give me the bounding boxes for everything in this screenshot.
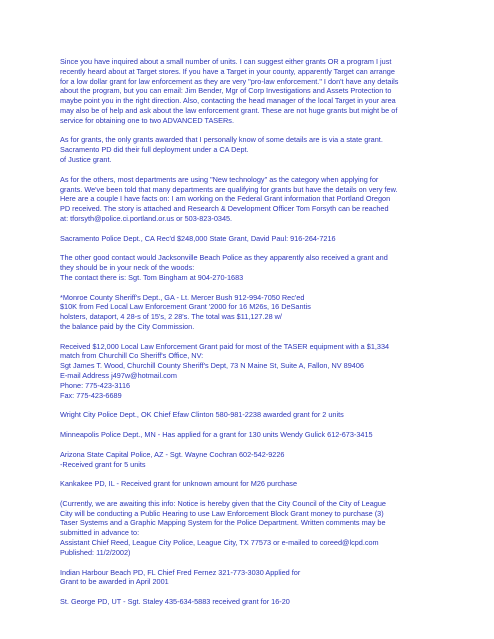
text-line: As for grants, the only grants awarded that I personally know of some details are is via a state grant.: [60, 135, 383, 145]
text-line: (Currently, we are awaiting this info: Notice is hereby given that the City Council of the City of League: [60, 498, 386, 508]
text-line: Sacramento Police Dept., CA Rec'd $248,000 State Grant, David Paul: 916-264-7216: [60, 233, 336, 243]
text-line: Indian Harbour Beach PD, FL Chief Fred Fernez 321-773-3030 Applied for: [60, 567, 301, 577]
paragraph-wright-city: [60, 410, 460, 420]
text-line: Arizona State Capital Police, AZ - Sgt. Wayne Cochran 602-542-9226: [60, 449, 285, 459]
text-line: Phone: 775-423-3116: [60, 380, 131, 390]
text-line: they should be in your neck of the woods:: [60, 263, 195, 273]
text-line: Sgt James T. Wood, Churchill County Sheriff's Dept, 73 N Maine St, Suite A, Fallon, NV 89406: [60, 361, 364, 371]
text-line: -Received grant for 5 units: [60, 459, 146, 469]
text-line: Kankakee PD, IL - Received grant for unknown amount for M26 purchase: [60, 479, 298, 489]
paragraph-monroe-county: [60, 293, 460, 332]
text-line: Published: 11/2/2002): [60, 547, 131, 557]
text-line: $10K from Fed Local Law Enforcement Grant '2000 for 16 M26s, 16 DeSantis: [60, 302, 311, 312]
text-line: at: tforsyth@police.ci.portland.or.us or 503-823-0345.: [60, 213, 233, 223]
text-line: Minneapolis Police Dept., MN - Has applied for a grant for 130 units Wendy Gulick 612-673-3415: [60, 430, 373, 440]
text-line: grants. We've been told that many departments are qualifying for grants but have the details on very few.: [60, 184, 398, 194]
paragraph-state-grant: [60, 135, 460, 164]
text-line: of Justice grant.: [60, 155, 112, 165]
text-line: Since you have inquired about a small number of units. I can suggest either grants OR a program I just: [60, 57, 392, 66]
text-line: holsters, dataport, 4 28-s of 15's, 2 28's. The total was $11,127.28 w/: [60, 312, 282, 322]
paragraph-kankakee: [60, 479, 460, 489]
text-line: Assistant Chief Reed, League City Police, League City, TX 77573 or e-mailed to coreed@lcpd.com: [60, 538, 379, 548]
text-line: recently heard about at Target stores. If you have a Target in your county, apparently Target can arrange: [60, 66, 395, 76]
text-line: service for obtaining one to two ADVANCED TASERs.: [60, 115, 234, 125]
text-line: may also be of help and ask about the law enforcement grant. These are not huge grants but might be of: [60, 105, 398, 115]
text-line: The contact there is: Sgt. Tom Bingham at 904-270-1683: [60, 272, 244, 282]
text-line: Fax: 775-423-6689: [60, 390, 122, 400]
text-line: *Monroe County Sheriff's Dept., GA - Lt. Mercer Bush 912-994-7050 Rec'ed: [60, 292, 305, 302]
text-line: about the program, but you can email: Jim Bender, Mgr of Corp Investigations and Assets Protection to: [60, 86, 392, 96]
text-line: submitted in advance to:: [60, 528, 140, 538]
text-line: City will be conducting a Public Hearing to use Law Enforcement Block Grant money to purchase (3): [60, 508, 384, 518]
paragraph-st-george: [60, 597, 460, 607]
text-line: Wright City Police Dept., OK Chief Efaw Clinton 580-981-2238 awarded grant for 2 units: [60, 410, 344, 420]
text-line: match from Churchill Co Sheriff's Office, NV:: [60, 351, 204, 361]
text-line: E-mail Address j497w@hotmail.com: [60, 371, 177, 381]
text-line: Taser Systems and a Graphic Mapping System for the Police Department. Written comments may be: [60, 518, 386, 528]
paragraph-indian-harbour: [60, 568, 460, 588]
text-line: for a low dollar grant for law enforcement as they are very "pro-law enforcement." I don't have any details: [60, 76, 399, 86]
text-line: PD received. The story is attached and Research & Development Officer Tom Forsyth can be reached: [60, 204, 389, 214]
paragraph-target-program: [60, 57, 460, 126]
paragraph-minneapolis: [60, 430, 460, 440]
text-line: the balance paid by the City Commission.: [60, 321, 195, 331]
text-line: As for the others, most departments are using "New technology" as the category when applying for: [60, 174, 379, 184]
paragraph-new-technology: [60, 175, 460, 224]
text-line: Received $12,000 Local Law Enforcement Grant paid for most of the TASER equipment with a $1,334: [60, 341, 390, 351]
paragraph-jacksonville: [60, 253, 460, 282]
text-line: Here are a couple I have facts on: I am working on the Federal Grant information that Portland Oregon: [60, 194, 391, 204]
text-line: St. George PD, UT - Sgt. Staley 435-634-5883 received grant for 16-20: [60, 597, 290, 607]
paragraph-arizona: [60, 450, 460, 470]
text-line: maybe point you in the right direction. Also, contacting the head manager of the local Target in your area: [60, 96, 396, 106]
paragraph-sacramento: [60, 234, 460, 244]
text-line: Sacramento PD did their full deployment under a CA Dept.: [60, 145, 249, 155]
paragraph-churchill-county: [60, 342, 460, 401]
text-line: The other good contact would Jacksonville Beach Police as they apparently also received a grant and: [60, 253, 388, 263]
paragraph-league-city: [60, 499, 460, 558]
text-line: Grant to be awarded in April 2001: [60, 577, 169, 587]
